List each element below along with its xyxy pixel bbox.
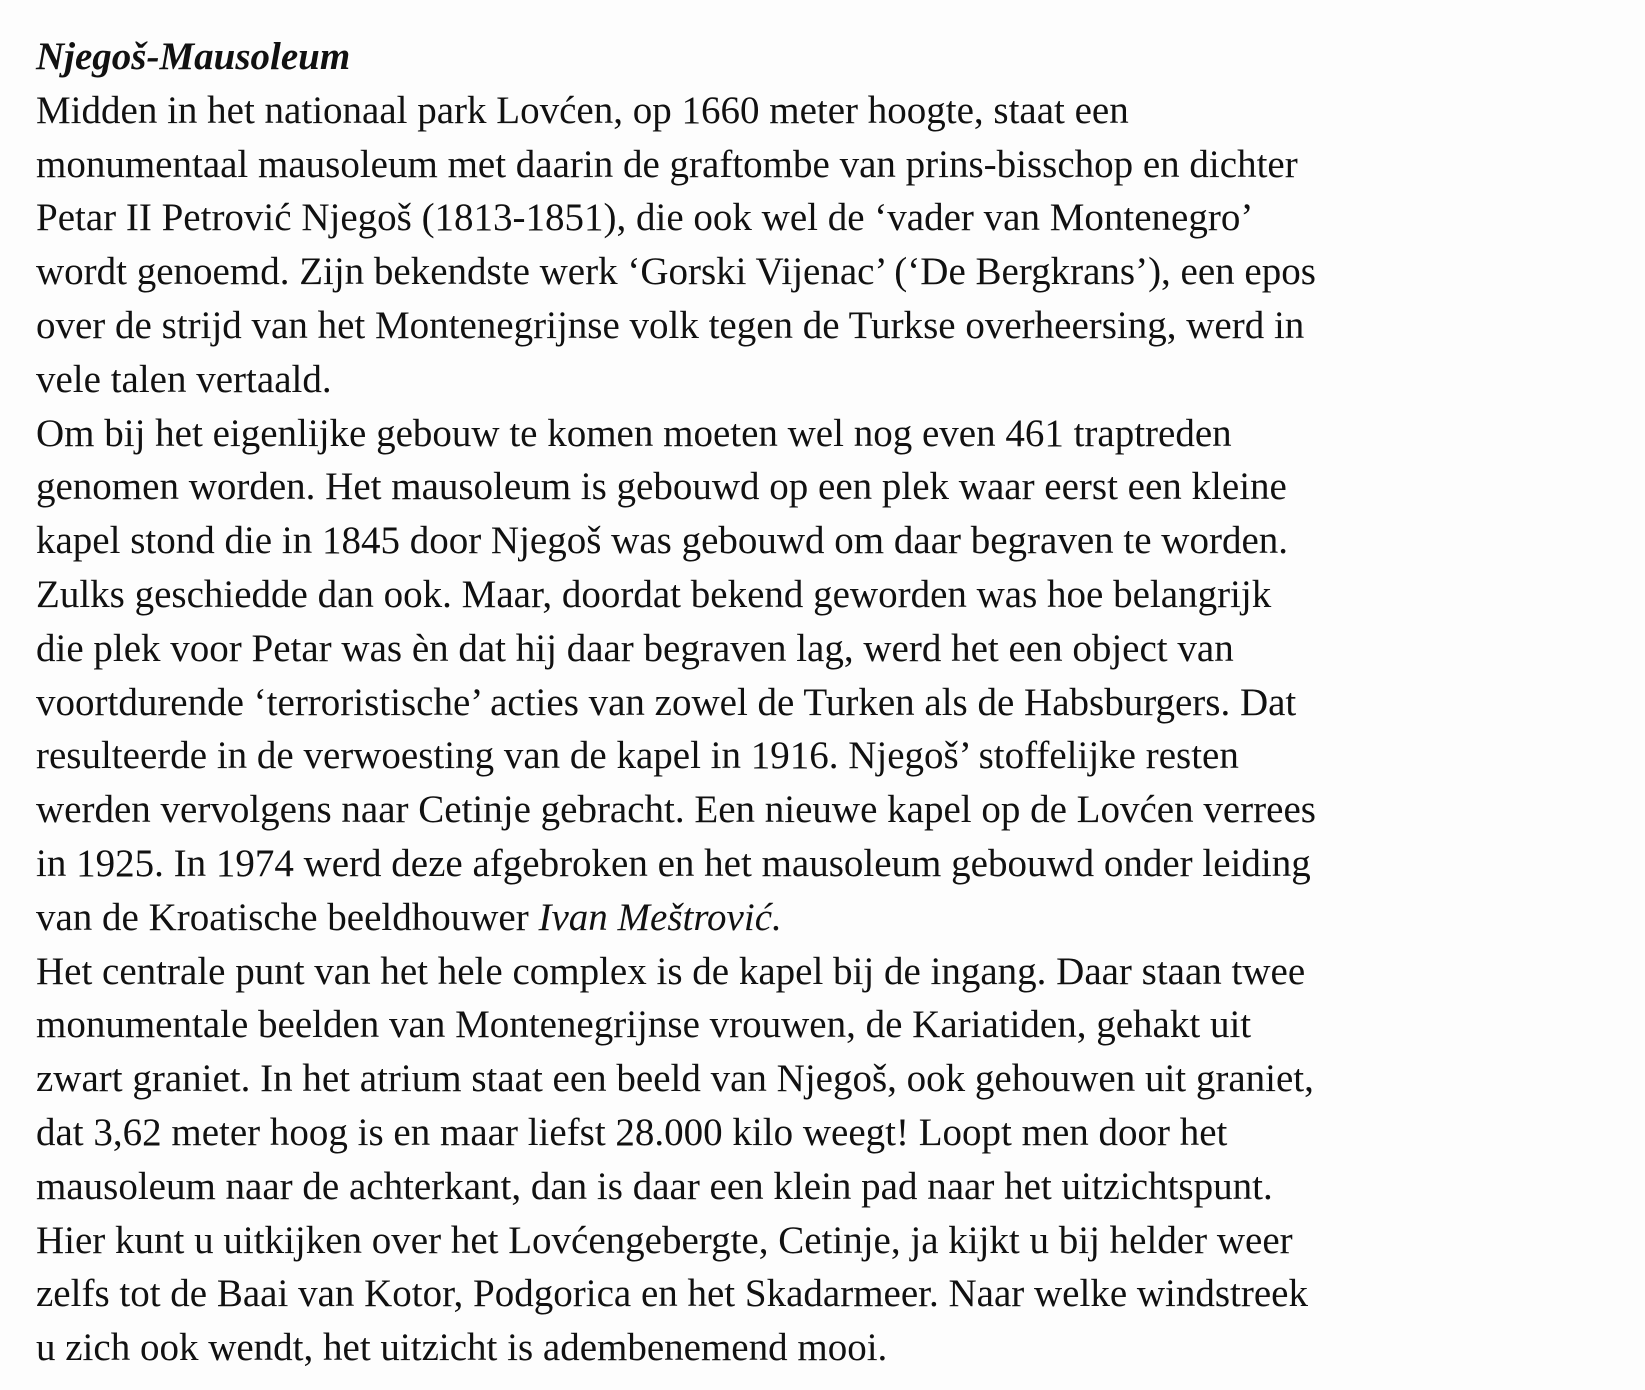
text-line: Om bij het eigenlijke gebouw te komen moeten wel nog even 461 traptreden	[36, 411, 1232, 455]
text-line: over de strijd van het Montenegrijnse volk tegen de Turkse overheersing, werd in	[36, 303, 1305, 347]
text-line: werden vervolgens naar Cetinje gebracht. Een nieuwe kapel op de Lovćen verrees	[36, 788, 1316, 832]
text-line: in 1925. In 1974 werd deze afgebroken en het mausoleum gebouwd onder leiding	[36, 841, 1311, 885]
paragraph-intro	[36, 84, 1626, 407]
text-line: mausoleum naar de achterkant, dan is daar een klein pad naar het uitzichtspunt.	[36, 1164, 1273, 1208]
text-line: wordt genoemd. Zijn bekendste werk ‘Gorski Vijenac’ (‘De Bergkrans’), een epos	[36, 250, 1316, 294]
text-line: Midden in het nationaal park Lovćen, op 1660 meter hoogte, staat een	[36, 88, 1129, 132]
text-line: kapel stond die in 1845 door Njegoš was gebouwd om daar begraven te worden.	[36, 519, 1289, 563]
text-line: genomen worden. Het mausoleum is gebouwd op een plek waar eerst een kleine	[36, 465, 1287, 509]
text-line: zelfs tot de Baai van Kotor, Podgorica en het Skadarmeer. Naar welke windstreek	[36, 1272, 1308, 1316]
text-line: die plek voor Petar was èn dat hij daar begraven lag, werd het een object van	[36, 626, 1234, 670]
text-line: Het centrale punt van het hele complex is de kapel bij de ingang. Daar staan twee	[36, 949, 1306, 993]
paragraph-history	[36, 407, 1626, 945]
text-line: dat 3,62 meter hoog is en maar liefst 28.000 kilo weegt! Loopt men door het	[36, 1110, 1228, 1154]
text-line: monumentale beelden van Montenegrijnse vrouwen, de Kariatiden, gehakt uit	[36, 1003, 1252, 1047]
text-line-sculptor	[36, 891, 1626, 945]
text-line: monumentaal mausoleum met daarin de graftombe van prins-bisschop en dichter	[36, 142, 1298, 186]
paragraph-complex	[36, 945, 1626, 1375]
text-line: vele talen vertaald.	[36, 357, 332, 401]
text-line: voortdurende ‘terroristische’ acties van zowel de Turken als de Habsburgers. Dat	[36, 680, 1297, 724]
text-line-prefix: van de Kroatische beeldhouwer	[36, 895, 539, 939]
text-line: resulteerde in de verwoesting van de kapel in 1916. Njegoš’ stoffelijke resten	[36, 734, 1239, 778]
text-line: Hier kunt u uitkijken over het Lovćengebergte, Cetinje, ja kijkt u bij helder weer	[36, 1218, 1293, 1262]
article-title: Njegoš-Mausoleum	[36, 35, 351, 78]
text-line: Zulks geschiedde dan ook. Maar, doordat bekend geworden was hoe belangrijk	[36, 572, 1272, 616]
article-body	[36, 30, 1626, 1375]
text-line: u zich ook wendt, het uitzicht is adembenemend mooi.	[36, 1326, 888, 1370]
text-line: Petar II Petrović Njegoš (1813-1851), die ook wel de ‘vader van Montenegro’	[36, 196, 1254, 240]
text-line: zwart graniet. In het atrium staat een beeld van Njegoš, ook gehouwen uit graniet,	[36, 1057, 1314, 1101]
sculptor-name: Ivan Meštrović.	[538, 895, 782, 939]
